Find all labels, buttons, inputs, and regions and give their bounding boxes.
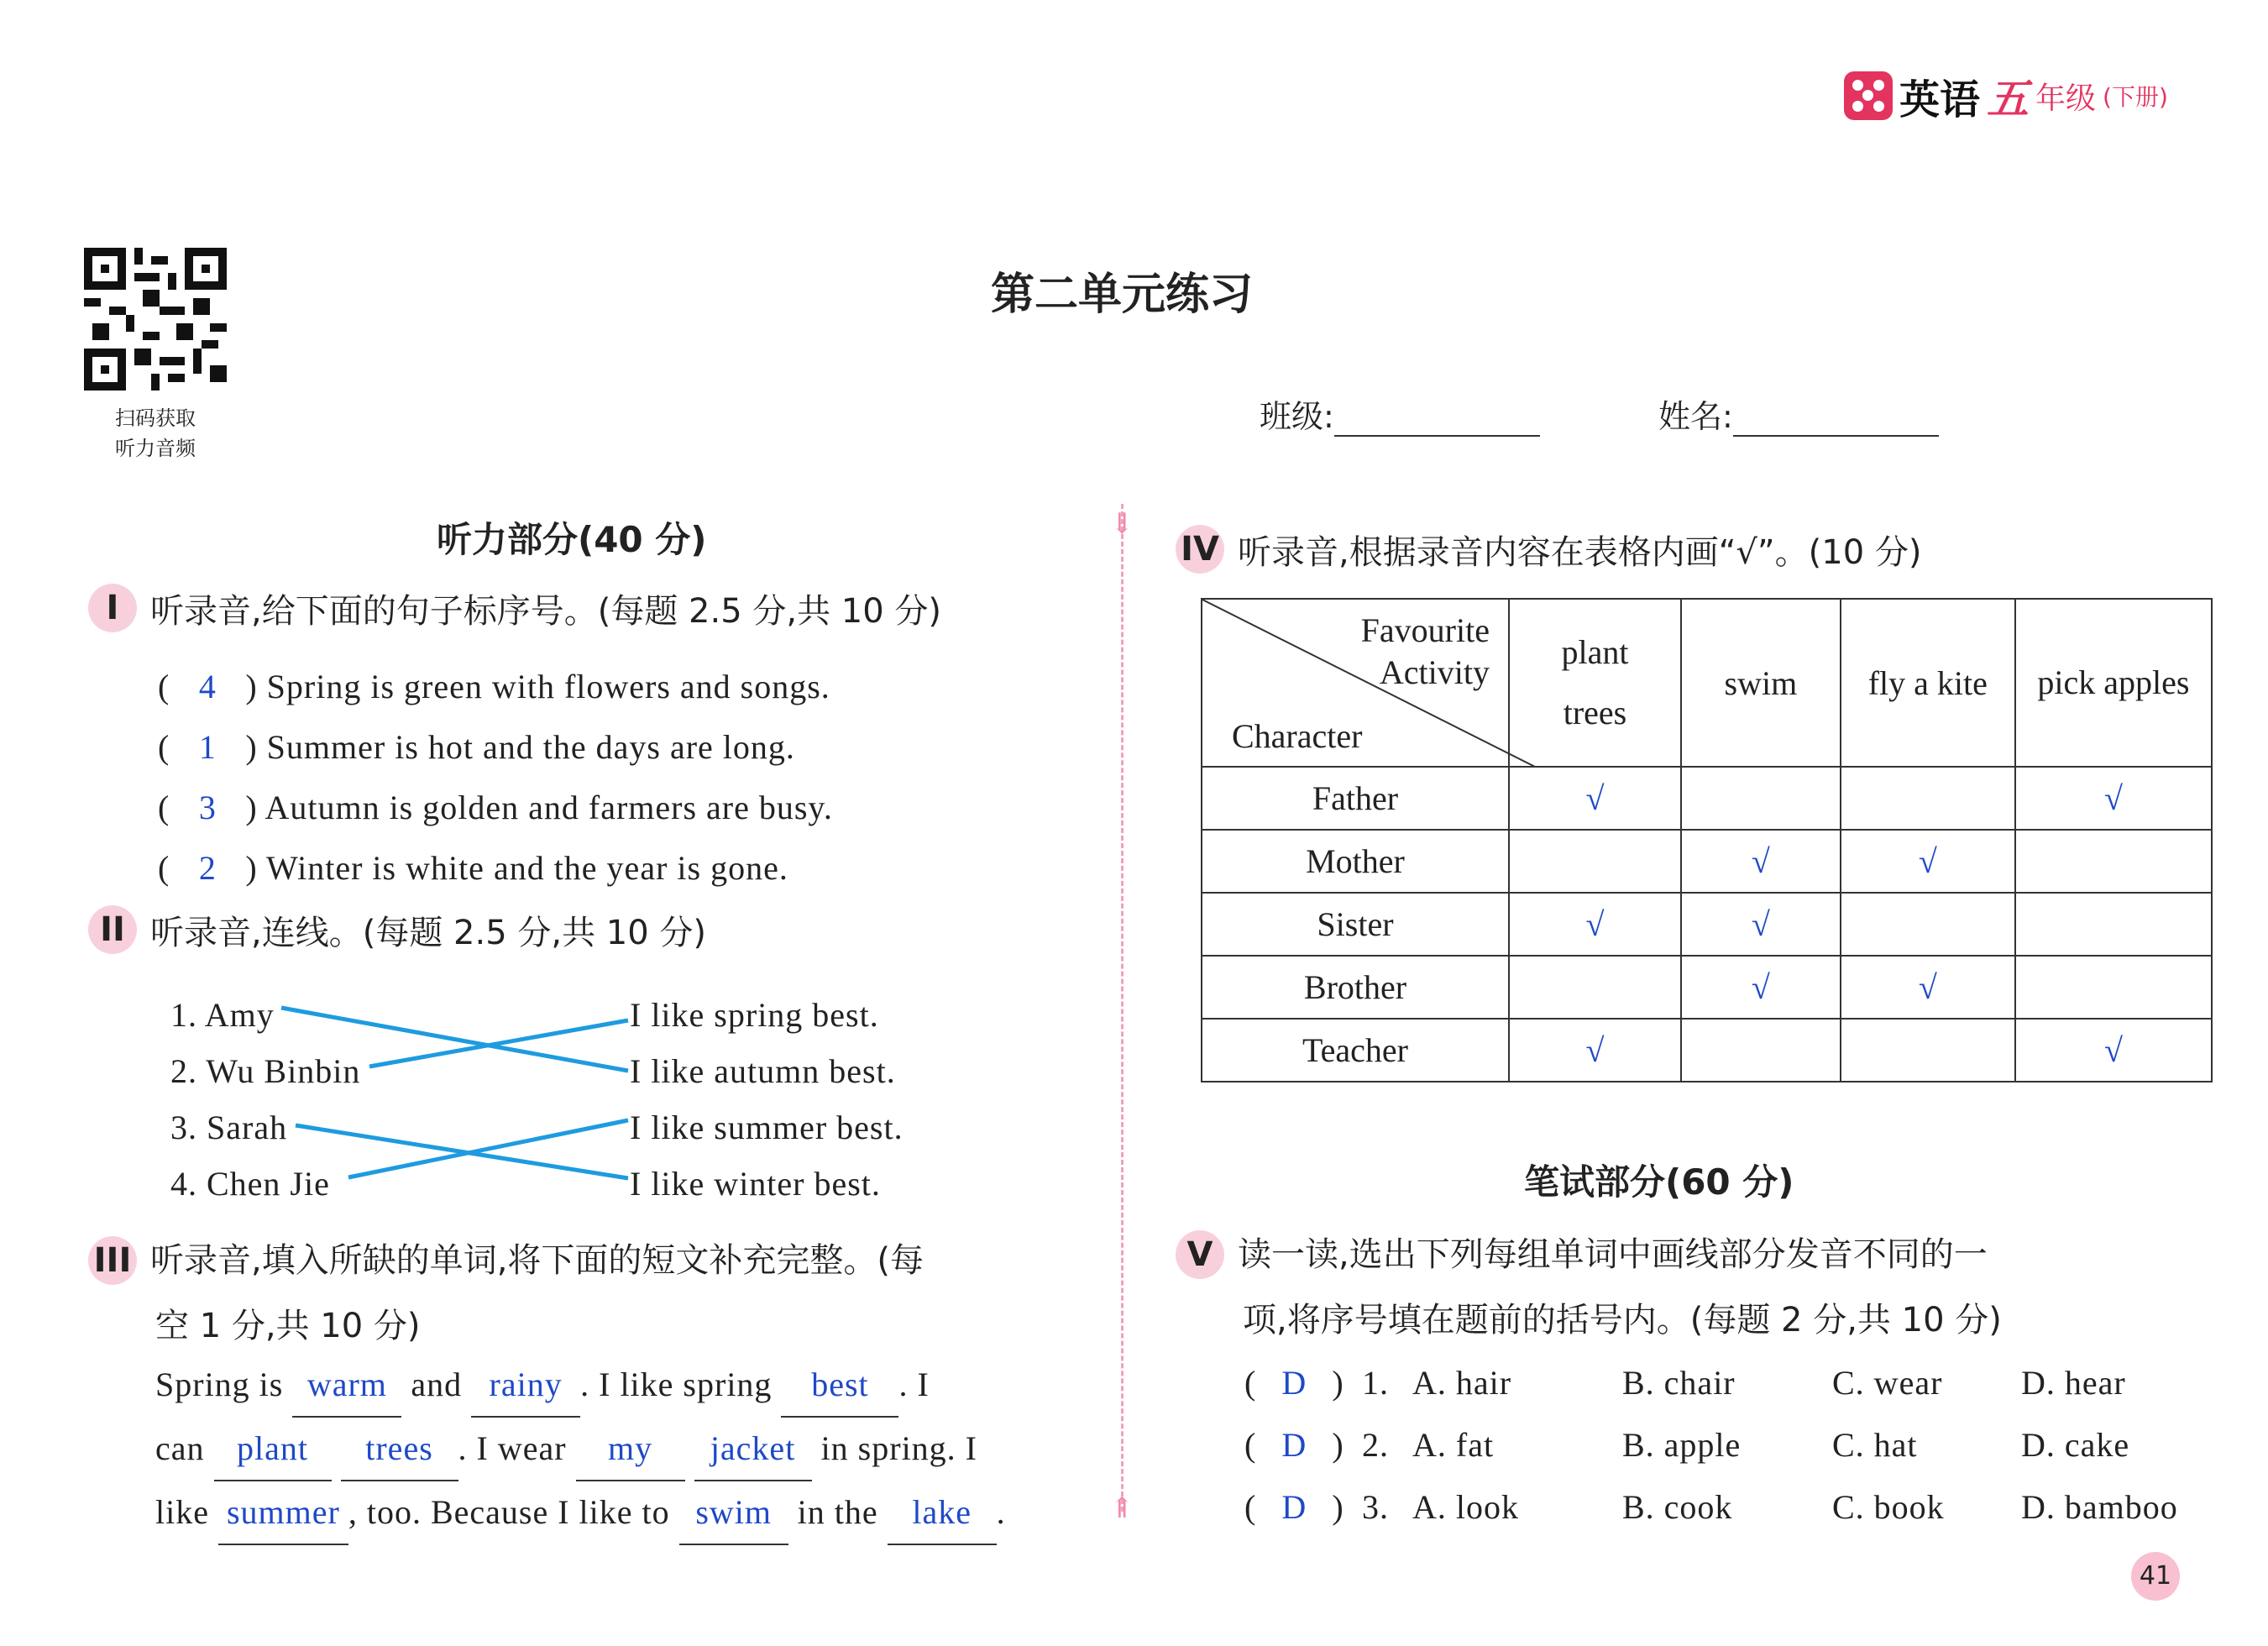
table-row <box>1202 893 2212 956</box>
table-header-cell: swim <box>1681 599 1841 767</box>
blank-1[interactable]: warm <box>292 1354 401 1418</box>
match-line <box>296 1125 628 1178</box>
brand-volume: (下册) <box>2103 83 2168 111</box>
corner-label-top: Favourite <box>1360 611 1490 649</box>
table-header-cell: pick apples <box>2015 599 2212 767</box>
blank-2[interactable]: rainy <box>471 1354 580 1418</box>
row-label: Brother <box>1202 956 1509 1019</box>
passage-text: , too. Because I like to <box>348 1493 670 1531</box>
passage-text: and <box>411 1366 463 1403</box>
table-cell[interactable] <box>1681 1019 1841 1082</box>
section-5-number: V <box>1176 1230 1224 1279</box>
table-cell[interactable] <box>1841 893 2015 956</box>
list-item: ( 2 ) Winter is white and the year is gone. <box>158 838 833 899</box>
list-item: ( D ) 2. A. fat B. apple C. hat D. cake <box>1244 1414 2178 1476</box>
option-a: A. hair <box>1412 1364 1512 1402</box>
match-left-item[interactable]: 4. Chen Jie <box>170 1165 330 1203</box>
match-line <box>281 1008 628 1071</box>
blank-6[interactable]: my <box>576 1418 685 1481</box>
table-cell[interactable]: √ <box>1681 956 1841 1019</box>
blank-7[interactable]: jacket <box>694 1418 812 1481</box>
row-label: Sister <box>1202 893 1509 956</box>
table-cell[interactable] <box>1681 767 1841 830</box>
class-label: 班级: <box>1260 398 1334 435</box>
row-label: Teacher <box>1202 1019 1509 1082</box>
name-label: 姓名: <box>1658 398 1733 435</box>
table-cell[interactable]: √ <box>1841 830 2015 893</box>
activity-table <box>1201 598 2213 1082</box>
passage-text: . I <box>898 1366 930 1403</box>
answer-slot[interactable]: 2 <box>198 849 217 887</box>
table-cell[interactable] <box>1841 1019 2015 1082</box>
passage-text: . I like spring <box>580 1366 773 1403</box>
match-right-item[interactable]: I like summer best. <box>630 1109 904 1146</box>
list-item: ( D ) 1. A. hair B. chair C. wear D. hear <box>1244 1352 2178 1414</box>
section-4-header <box>1176 525 1921 574</box>
list-item: ( 3 ) Autumn is golden and farmers are busy. <box>158 778 833 838</box>
table-cell[interactable] <box>2015 956 2212 1019</box>
match-left-item[interactable]: 3. Sarah <box>170 1109 288 1146</box>
table-row <box>1202 830 2212 893</box>
passage-text: can <box>155 1429 205 1467</box>
answer-slot[interactable]: D <box>1281 1488 1307 1526</box>
table-cell[interactable]: √ <box>1841 956 2015 1019</box>
option-a: A. fat <box>1412 1426 1495 1464</box>
option-c: C. hat <box>1832 1426 1918 1464</box>
table-cell[interactable]: √ <box>1681 830 1841 893</box>
answer-slot[interactable]: 1 <box>198 728 217 766</box>
passage-text: like <box>155 1493 209 1531</box>
table-cell[interactable]: √ <box>1509 767 1681 830</box>
option-c: C. book <box>1832 1488 1945 1526</box>
answer-slot[interactable]: 4 <box>198 668 217 705</box>
passage-text: Spring is <box>155 1366 284 1403</box>
blank-5[interactable]: trees <box>341 1418 458 1481</box>
table-cell[interactable]: √ <box>1681 893 1841 956</box>
table-cell[interactable]: √ <box>2015 767 2212 830</box>
option-c: C. wear <box>1832 1364 1943 1402</box>
table-header-cell: plant trees <box>1509 599 1681 767</box>
item-text: Summer is hot and the days are long. <box>266 728 795 766</box>
passage-text: in spring. I <box>820 1429 977 1467</box>
match-left-item[interactable]: 2. Wu Binbin <box>170 1052 361 1090</box>
passage-text: . I wear <box>458 1429 567 1467</box>
answer-slot[interactable]: D <box>1281 1364 1307 1402</box>
match-line <box>348 1120 628 1177</box>
section-4-number: IV <box>1176 525 1224 574</box>
option-a: A. look <box>1412 1488 1519 1526</box>
table-header-cell: fly a kite <box>1841 599 2015 767</box>
page-number: 41 <box>2131 1552 2180 1601</box>
row-label: Father <box>1202 767 1509 830</box>
table-cell[interactable] <box>2015 830 2212 893</box>
brand-sub: 年级 <box>2035 81 2097 116</box>
match-left-item[interactable]: 1. Amy <box>170 996 275 1034</box>
corner-label-bottom: Character <box>1232 717 1363 755</box>
section-3-number: III <box>88 1236 137 1285</box>
item-text: Autumn is golden and farmers are busy. <box>265 789 833 826</box>
table-cell[interactable]: √ <box>2015 1019 2212 1082</box>
section-2-instruction: 听录音,连线。(每题 2.5 分,共 10 分) <box>150 913 707 952</box>
corner-label-mid: Activity <box>1379 653 1490 691</box>
section-5-items <box>1244 1352 2178 1539</box>
blank-10[interactable]: lake <box>888 1481 997 1545</box>
divider-top-ornament-icon: ⇓ <box>1110 509 1134 540</box>
section-1-instruction: 听录音,给下面的句子标序号。(每题 2.5 分,共 10 分) <box>150 591 942 631</box>
table-cell[interactable]: √ <box>1509 893 1681 956</box>
item-number: 3. <box>1362 1488 1389 1526</box>
option-b: B. apple <box>1622 1426 1742 1464</box>
brand-grade: 五 <box>1987 75 2030 123</box>
passage-text: . <box>996 1493 1006 1531</box>
blank-3[interactable]: best <box>781 1354 898 1418</box>
section-3-instruction-line1: 听录音,填入所缺的单词,将下面的短文补充完整。(每 <box>150 1241 924 1280</box>
table-cell[interactable]: √ <box>1509 1019 1681 1082</box>
option-b: B. cook <box>1622 1488 1733 1526</box>
match-line <box>369 1020 628 1067</box>
table-cell[interactable] <box>1509 956 1681 1019</box>
brand-title: 英语 <box>1899 76 1981 123</box>
match-right-item[interactable]: I like spring best. <box>630 996 879 1034</box>
table-cell[interactable] <box>1509 830 1681 893</box>
qr-caption-line2: 听力音频 <box>115 437 196 460</box>
table-corner-cell <box>1202 599 1509 767</box>
option-d: D. cake <box>2021 1426 2130 1464</box>
section-1-number: I <box>88 584 137 632</box>
writing-heading: 笔试部分(60 分) <box>1524 1161 1794 1203</box>
section-4-instruction: 听录音,根据录音内容在表格内画“√”。(10 分) <box>1238 532 1922 572</box>
blank-8[interactable]: summer <box>218 1481 348 1545</box>
item-number: 2. <box>1362 1426 1389 1464</box>
table-row <box>1202 767 2212 830</box>
list-item: ( 1 ) Summer is hot and the days are long. <box>158 717 833 778</box>
option-d: D. bamboo <box>2021 1488 2178 1526</box>
item-text: Spring is green with flowers and songs. <box>266 668 830 705</box>
answer-slot[interactable]: D <box>1281 1426 1307 1464</box>
section-5-header <box>1176 1222 2002 1353</box>
table-cell[interactable] <box>2015 893 2212 956</box>
row-label: Mother <box>1202 830 1509 893</box>
qr-caption-line1: 扫码获取 <box>115 406 196 430</box>
option-b: B. chair <box>1622 1364 1736 1402</box>
list-item: ( 4 ) Spring is green with flowers and songs. <box>158 657 833 717</box>
listening-heading: 听力部分(40 分) <box>437 519 707 560</box>
section-3-passage <box>155 1354 1100 1545</box>
divider-bottom-ornament-icon: ⇑ <box>1110 1493 1134 1524</box>
list-item: ( D ) 3. A. look B. cook C. book D. bamboo <box>1244 1476 2178 1539</box>
passage-text: in the <box>797 1493 878 1531</box>
item-number: 1. <box>1362 1364 1389 1402</box>
section-5-instruction-line1: 读一读,选出下列每组单词中画线部分发音不同的一 <box>1238 1235 1988 1274</box>
section-2-number: II <box>88 905 137 954</box>
section-3-header <box>88 1228 924 1359</box>
match-right-item[interactable]: I like autumn best. <box>630 1052 896 1090</box>
answer-slot[interactable]: 3 <box>198 789 217 826</box>
blank-4[interactable]: plant <box>214 1418 332 1481</box>
table-cell[interactable] <box>1841 767 2015 830</box>
table-row <box>1202 956 2212 1019</box>
table-row <box>1202 1019 2212 1082</box>
section-3-instruction-line2: 空 1 分,共 10 分) <box>155 1307 421 1345</box>
option-d: D. hear <box>2021 1364 2126 1402</box>
page-title: 第二单元练习 <box>991 270 1254 320</box>
blank-9[interactable]: swim <box>679 1481 788 1545</box>
section-5-instruction-line2: 项,将序号填在题前的括号内。(每题 2 分,共 10 分) <box>1243 1301 2002 1339</box>
item-text: Winter is white and the year is gone. <box>265 849 788 887</box>
match-right-item[interactable]: I like winter best. <box>630 1165 881 1203</box>
